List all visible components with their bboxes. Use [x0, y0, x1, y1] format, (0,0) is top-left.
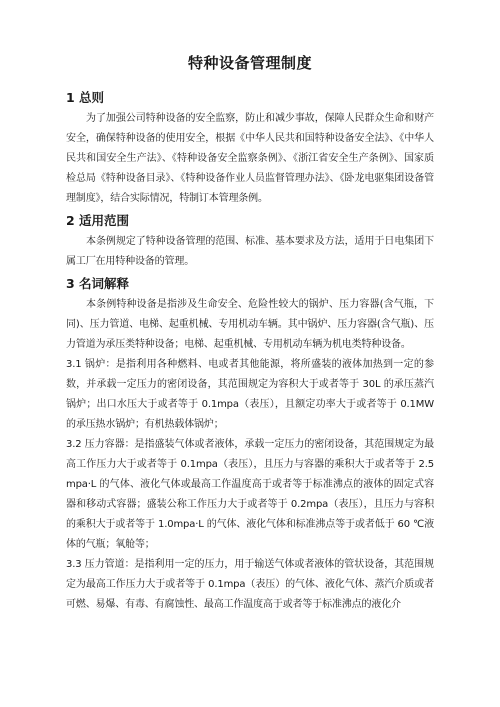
document-title: 特种设备管理制度 — [187, 54, 312, 72]
section-heading-definitions: 3 名词解释 — [66, 276, 130, 291]
scope-paragraph: 本条例规定了特种设备管理的范围、标准、基本要求及方法，适用于日电集团下属工厂在用特种设备的管理。 — [66, 236, 434, 267]
section-heading-scope: 2 适用范围 — [66, 213, 130, 228]
definition-boiler-paragraph: 3.1 锅炉：是指利用各种燃料、电或者其他能源，将所盛装的液体加热到一定的参数，并承载一定压力的密闭设备，其范围规定为容积大于或者等于 30L 的承压蒸汽锅炉；出口水压大于或者等于 0.1mpa（表压），且额定功率大于或者等于 0.1MW 的承压热水锅炉；有机热载体锅炉； — [66, 359, 434, 430]
section-definitions — [66, 273, 434, 615]
definition-pressure-pipeline-paragraph: 3.3 压力管道：是指利用一定的压力，用于输送气体或者液体的管状设备，其范围规定为最高工作压力大于或者等于 0.1mpa（表压）的气体、液化气体、蒸汽介质或者可燃、易爆、有毒、有腐蚀性、最高工作温度高于或者等于标准沸点的液化介 — [66, 559, 434, 610]
general-paragraph: 为了加强公司特种设备的安全监察，防止和减少事故，保障人民群众生命和财产安全，确保特种设备的使用安全，根据《中华人民共和国特种设备安全法》、《中华人民共和国安全生产法》、《特种设备安全监察条例》、《浙江省安全生产条例》、国家质检总局《特种设备目录》、《特种设备作业人员监督管理办法》、《卧龙电驱集团设备管理制度》，结合实际情况，特制订本管理条例。 — [66, 113, 434, 204]
section-general — [66, 87, 434, 209]
definitions-intro-paragraph: 本条例特种设备是指涉及生命安全、危险性较大的锅炉、压力容器(含气瓶，下同)、压力管道、电梯、起重机械、专用机动车辆。其中锅炉、压力容器(含气瓶)、压力管道为承压类特种设备；电梯、起重机械、专用机动车辆为机电类特种设备。 — [66, 299, 434, 350]
section-scope — [66, 210, 434, 272]
section-heading-general: 1 总则 — [66, 90, 105, 105]
definition-pressure-vessel-paragraph: 3.2 压力容器：是指盛装气体或者液体，承载一定压力的密闭设备，其范围规定为最高工作压力大于或者等于 0.1mpa（表压），且压力与容器的乘积大于或者等于 2.5mpa·L 的气体、液化气体或最高工作温度高于或者等于标准沸点的液体的固定式容器和移动式容器；盛装公称工作压力大于或者等于 0.2mpa（表压），且压力与容积的乘积大于或者等于 1.0mpa·L 的气体、液化气体和标准沸点等于或者低于 60 ℃液体的气瓶；氧舱等； — [66, 439, 434, 550]
